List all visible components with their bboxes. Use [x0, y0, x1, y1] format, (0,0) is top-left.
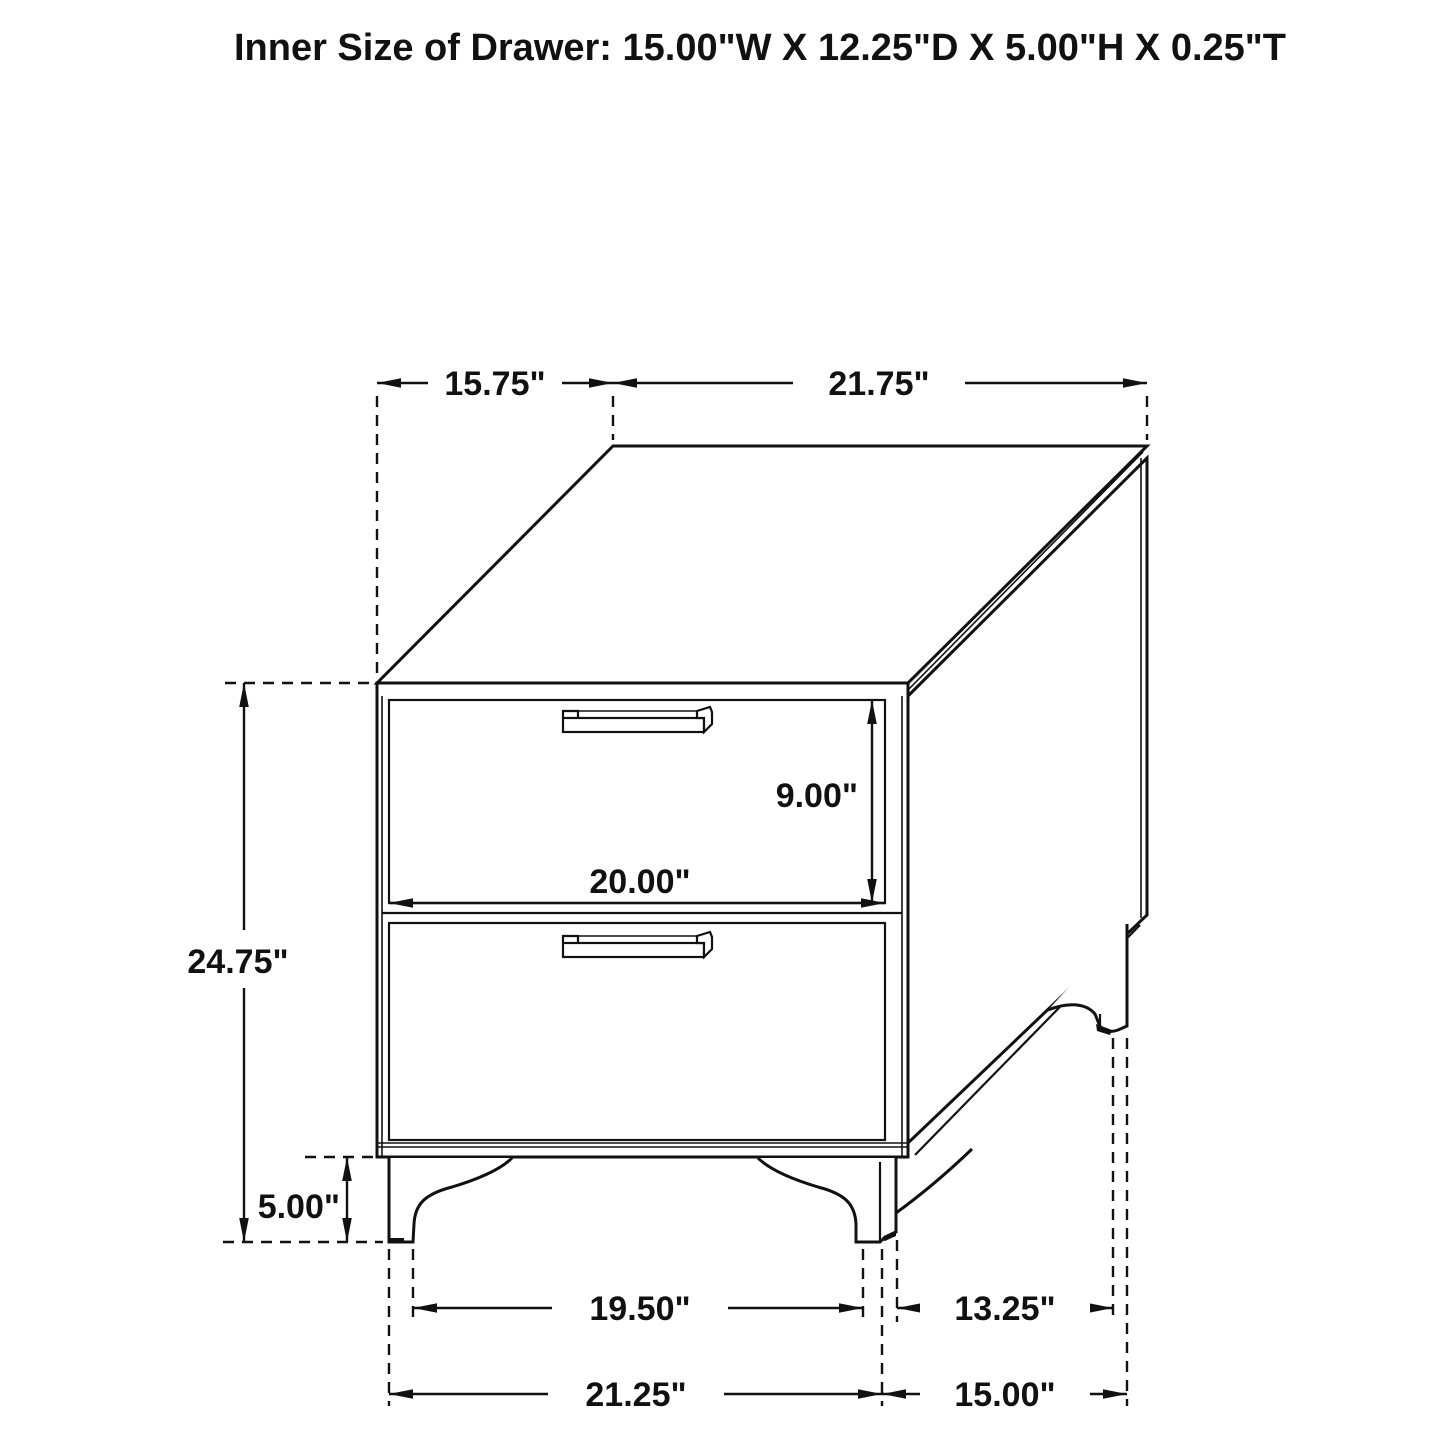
dim-label-leg-height: 5.00" — [257, 1188, 340, 1226]
nightstand-outline — [377, 446, 1147, 1243]
dim-label-overall-height: 24.75" — [187, 943, 289, 981]
dim-label-side-base-depth: 15.00" — [954, 1376, 1056, 1414]
leg-front-left — [389, 1158, 512, 1242]
drawer-handle-top — [563, 707, 712, 732]
dim-label-front-leg-inner-span: 19.50" — [589, 1290, 691, 1328]
drawer-handle-bottom — [563, 932, 712, 957]
dim-label-drawer-width: 20.00" — [589, 863, 691, 901]
leg-front-left-foot — [389, 1238, 404, 1243]
dim-label-top-depth: 15.75" — [444, 365, 546, 403]
dim-label-drawer-height: 9.00" — [775, 777, 858, 815]
dim-label-top-width: 21.75" — [828, 365, 930, 403]
dim-label-side-leg-span: 13.25" — [954, 1290, 1056, 1328]
diagram-title: Inner Size of Drawer: 15.00"W X 12.25"D X 5.00"H X 0.25"T — [233, 27, 1287, 69]
leg-front-right-side-bracket — [896, 1149, 972, 1213]
dim-label-front-base-width: 21.25" — [585, 1376, 687, 1414]
leg-front-right — [758, 1158, 896, 1242]
